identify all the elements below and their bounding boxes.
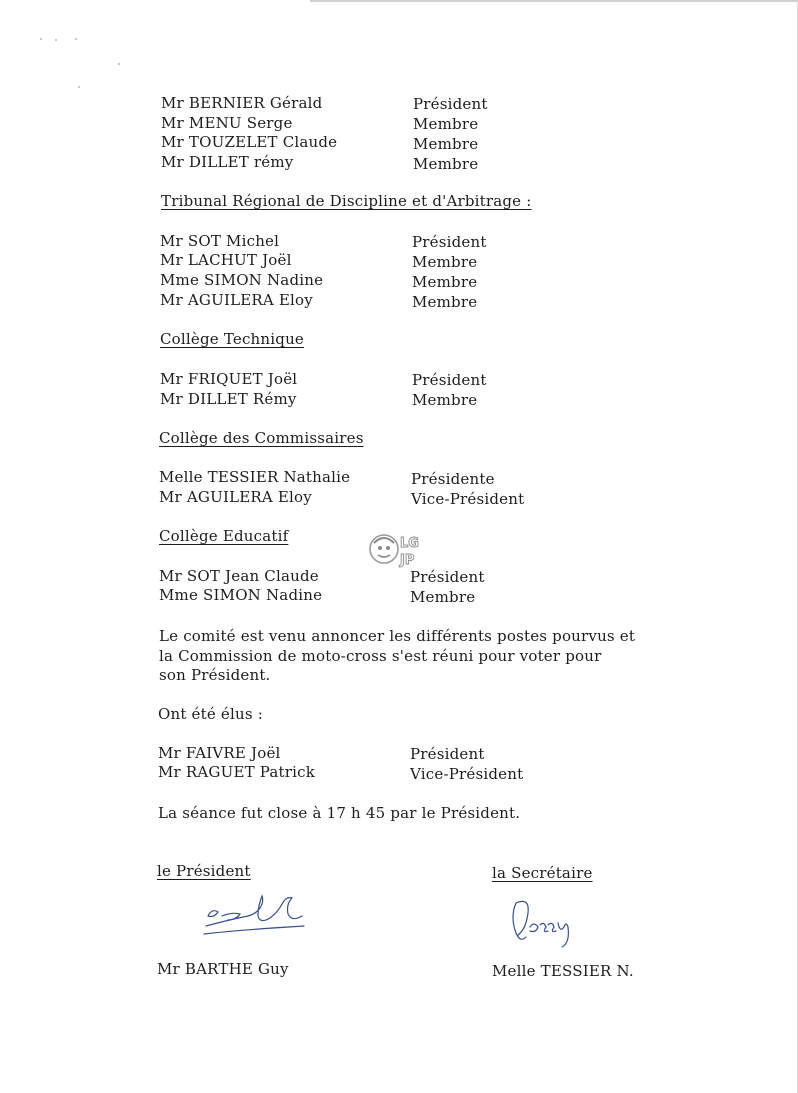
section-heading: Collège des Commissaires [159, 429, 364, 447]
announcement-line: son Président. [159, 666, 271, 684]
member-role: Membre [413, 155, 479, 173]
member-name: Mr SOT Michel [160, 232, 280, 250]
member-name: Mr SOT Jean Claude [159, 567, 319, 585]
member-role: Membre [413, 135, 479, 153]
stamp-text-bottom: JP [400, 553, 415, 568]
member-role: Membre [412, 293, 478, 311]
elected-name: Mr RAGUET Patrick [158, 763, 316, 781]
scan-speck [118, 63, 120, 65]
elected-intro: Ont été élus : [158, 705, 263, 723]
member-role: Président [412, 371, 487, 389]
member-role: Membre [412, 253, 478, 271]
member-name: Mr AGUILERA Eloy [159, 488, 312, 506]
scan-speck [75, 38, 77, 40]
scan-speck [78, 86, 80, 88]
secretary-signature [508, 893, 582, 951]
elected-role: Vice-Président [410, 765, 524, 783]
member-name: Mr TOUZELET Claude [161, 133, 338, 151]
member-role: Vice-Président [411, 490, 525, 508]
member-name: Mme SIMON Nadine [160, 271, 324, 289]
member-name: Mr FRIQUET Joël [160, 370, 298, 388]
face-stamp-icon [366, 527, 424, 571]
elected-role: Président [410, 745, 485, 763]
left-signature-title: le Président [157, 862, 251, 880]
member-name: Mr LACHUT Joël [160, 251, 292, 269]
member-name: Mr MENU Serge [161, 114, 293, 132]
member-role: Président [413, 95, 488, 113]
member-name: Mr BERNIER Gérald [161, 94, 323, 112]
section-heading: Collège Educatif [159, 527, 289, 545]
member-role: Présidente [411, 470, 495, 488]
closing-sentence: La séance fut close à 17 h 45 par le Président. [158, 804, 521, 822]
member-role: Président [410, 568, 485, 586]
member-name: Mr DILLET Rémy [160, 390, 297, 408]
stamp-text-top: LG [400, 536, 419, 551]
elected-name: Mr FAIVRE Joël [158, 744, 281, 762]
president-name: Mr BARTHE Guy [157, 960, 289, 978]
member-name: Mme SIMON Nadine [159, 586, 323, 604]
announcement-line: la Commission de moto-cross s'est réuni pour voter pour [159, 647, 602, 665]
announcement-line: Le comité est venu annoncer les différents postes pourvus et [159, 627, 636, 645]
member-role: Membre [412, 273, 478, 291]
right-signature-title: la Secrétaire [492, 864, 593, 882]
member-name: Mr AGUILERA Eloy [160, 291, 313, 309]
section-heading: Tribunal Régional de Discipline et d'Arbitrage : [161, 192, 532, 210]
member-role: Président [412, 233, 487, 251]
president-signature [198, 886, 310, 942]
section-heading: Collège Technique [160, 330, 305, 348]
member-name: Mr DILLET rémy [161, 153, 294, 171]
page-top-edge [310, 0, 798, 2]
scan-speck [55, 39, 57, 41]
member-role: Membre [410, 588, 476, 606]
scan-speck [40, 38, 42, 40]
member-name: Melle TESSIER Nathalie [159, 468, 351, 486]
member-role: Membre [412, 391, 478, 409]
secretary-name: Melle TESSIER N. [492, 962, 634, 980]
member-role: Membre [413, 115, 479, 133]
